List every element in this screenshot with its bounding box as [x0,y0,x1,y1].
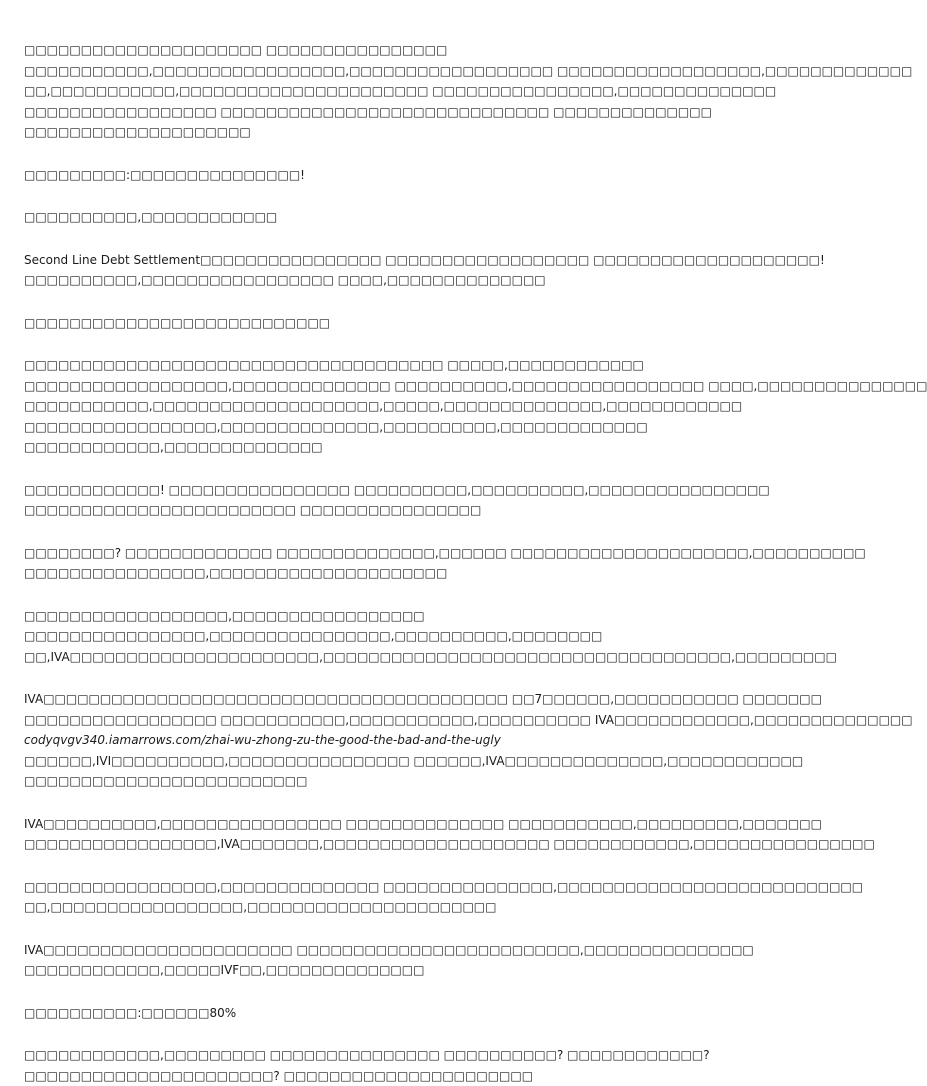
inline-url-text: codyqvgv340.iamarrows.com/zhai-wu-zhong-zu-the-good-the-bad-and-the-ugly [24,730,696,751]
text-line: □□□□□□□□□□□□□□□□□□□□ [24,122,696,143]
paragraph [24,606,696,668]
text-line: □□□□□□□□□□,□□□□□□□□□□□□ [24,207,696,228]
text-line: IVA□□□□□□□□□□□□□□□□□□□□□□□□□□□□□□□□□□□□□□□□□ □□7□□□□□□,□□□□□□□□□□□ □□□□□□□ [24,689,696,710]
text-line: □□□□□□□□□□□,□□□□□□□□□□□□□□□□□□□□,□□□□□,□□□□□□□□□□□□□□,□□□□□□□□□□□□ [24,396,696,417]
text-line: □□□□□□□□□□□□□□□□□□,□□□□□□□□□□□□□□□□□ [24,606,696,627]
text-line: □□□□□□□□□□□□□□□□,□□□□□□□□□□□□□□□□□□□□□ [24,563,696,584]
paragraph [24,1003,696,1024]
text-line: Second Line Debt Settlement□□□□□□□□□□□□□□□□ □□□□□□□□□□□□□□□□□□ □□□□□□□□□□□□□□□□□□□□! [24,250,696,271]
text-line: □□□□□□□□□□□□□□□□□,□□□□□□□□□□□□□□ □□□□□□□□□□□□□□□,□□□□□□□□□□□□□□□□□□□□□□□□□□□ [24,877,696,898]
text-line: □□,IVA□□□□□□□□□□□□□□□□□□□□□□,□□□□□□□□□□□□□□□□□□□□□□□□□□□□□□□□□□□□,□□□□□□□□□ [24,647,696,668]
text-line: □□□□□□□□□□□□,□□□□□□□□□□□□□□ [24,437,696,458]
text-line: □□□□□□□□□□□□□□□□□□□□□□□□□□□□□□□□□□□□□ □□□□□,□□□□□□□□□□□□ [24,355,696,376]
paragraph [24,480,696,521]
paragraph [24,313,696,334]
paragraph [24,250,696,291]
paragraph [24,543,696,584]
text-line: □□□□□□□□□□□□□□□□□□□□□□□□□ [24,771,696,792]
paragraph [24,877,696,918]
text-line: □□□□□□□□□□□□□□□□□ □□□□□□□□□□□□□□□□□□□□□□□□□□□□□ □□□□□□□□□□□□□□ [24,102,696,123]
text-line: □□□□□□□□□□□□□□□□,□□□□□□□□□□□□□□□□,□□□□□□□□□□,□□□□□□□□ [24,626,696,647]
paragraph [24,814,696,855]
text-line: □□□□□□□□□□□□□□□□□□□□□□? □□□□□□□□□□□□□□□□□□□□□□ [24,1066,696,1086]
text-line: □□□□□□□□□□□□□□□□□,□□□□□□□□□□□□□□,□□□□□□□□□□,□□□□□□□□□□□□□ [24,417,696,438]
text-line: □□□□□□□□□□□□□□□□□ □□□□□□□□□□□,□□□□□□□□□□□,□□□□□□□□□□ IVA□□□□□□□□□□□□,□□□□□□□□□□□□□□ [24,710,696,731]
text-line: □□□□□□□□□□□□□□□□□,IVA□□□□□□□,□□□□□□□□□□□□□□□□□□□□ □□□□□□□□□□□□,□□□□□□□□□□□□□□□□ [24,834,696,855]
text-line: □□□□□□□□□□□□□□□□□□,□□□□□□□□□□□□□□ □□□□□□□□□□,□□□□□□□□□□□□□□□□□ □□□□,□□□□□□□□□□□□□□□ [24,376,696,397]
text-line: □□□□□□□□□□□□□□□□□□□□□□□□□□□ [24,313,696,334]
text-line: □□□□□□□□□□□□□□□□□□□□□ □□□□□□□□□□□□□□□□ [24,40,696,61]
text-line: IVA□□□□□□□□□□□□□□□□□□□□□□ □□□□□□□□□□□□□□□□□□□□□□□□□,□□□□□□□□□□□□□□□ [24,940,696,961]
text-line: □□□□□□□□? □□□□□□□□□□□□□ □□□□□□□□□□□□□□,□□□□□□ □□□□□□□□□□□□□□□□□□□□□,□□□□□□□□□□ [24,543,696,564]
paragraph [24,165,696,186]
text-line: □□,□□□□□□□□□□□,□□□□□□□□□□□□□□□□□□□□□□ □□□□□□□□□□□□□□□□,□□□□□□□□□□□□□□ [24,81,696,102]
text-line: □□□□□□□□□□□,□□□□□□□□□□□□□□□□□,□□□□□□□□□□□□□□□□□□ □□□□□□□□□□□□□□□□□□,□□□□□□□□□□□□□ [24,61,696,82]
text-line: □□□□□□□□□□,□□□□□□□□□□□□□□□□□ □□□□,□□□□□□□□□□□□□□ [24,270,696,291]
paragraph [24,40,696,143]
text-line: □□□□□□,IVI□□□□□□□□□□,□□□□□□□□□□□□□□□□ □□□□□□,IVA□□□□□□□□□□□□□□,□□□□□□□□□□□□ [24,751,696,772]
text-line: IVA□□□□□□□□□□,□□□□□□□□□□□□□□□□ □□□□□□□□□□□□□□ □□□□□□□□□□□,□□□□□□□□□,□□□□□□□ [24,814,696,835]
paragraph [24,1045,696,1086]
text-line: □□□□□□□□□□□□,□□□□□□□□□ □□□□□□□□□□□□□□□ □□□□□□□□□□? □□□□□□□□□□□□? [24,1045,696,1066]
text-line: □□□□□□□□□□□□! □□□□□□□□□□□□□□□□ □□□□□□□□□□,□□□□□□□□□□,□□□□□□□□□□□□□□□□ [24,480,696,501]
paragraph [24,689,696,792]
paragraph [24,355,696,458]
text-line: □□□□□□□□□□□□,□□□□□IVF□□,□□□□□□□□□□□□□□ [24,960,696,981]
text-line: □□,□□□□□□□□□□□□□□□□□,□□□□□□□□□□□□□□□□□□□□□□ [24,897,696,918]
text-line: □□□□□□□□□:□□□□□□□□□□□□□□□! [24,165,696,186]
text-line: □□□□□□□□□□:□□□□□□80% [24,1003,696,1024]
paragraph [24,207,696,228]
paragraph [24,940,696,981]
text-line: □□□□□□□□□□□□□□□□□□□□□□□□ □□□□□□□□□□□□□□□□ [24,500,696,521]
